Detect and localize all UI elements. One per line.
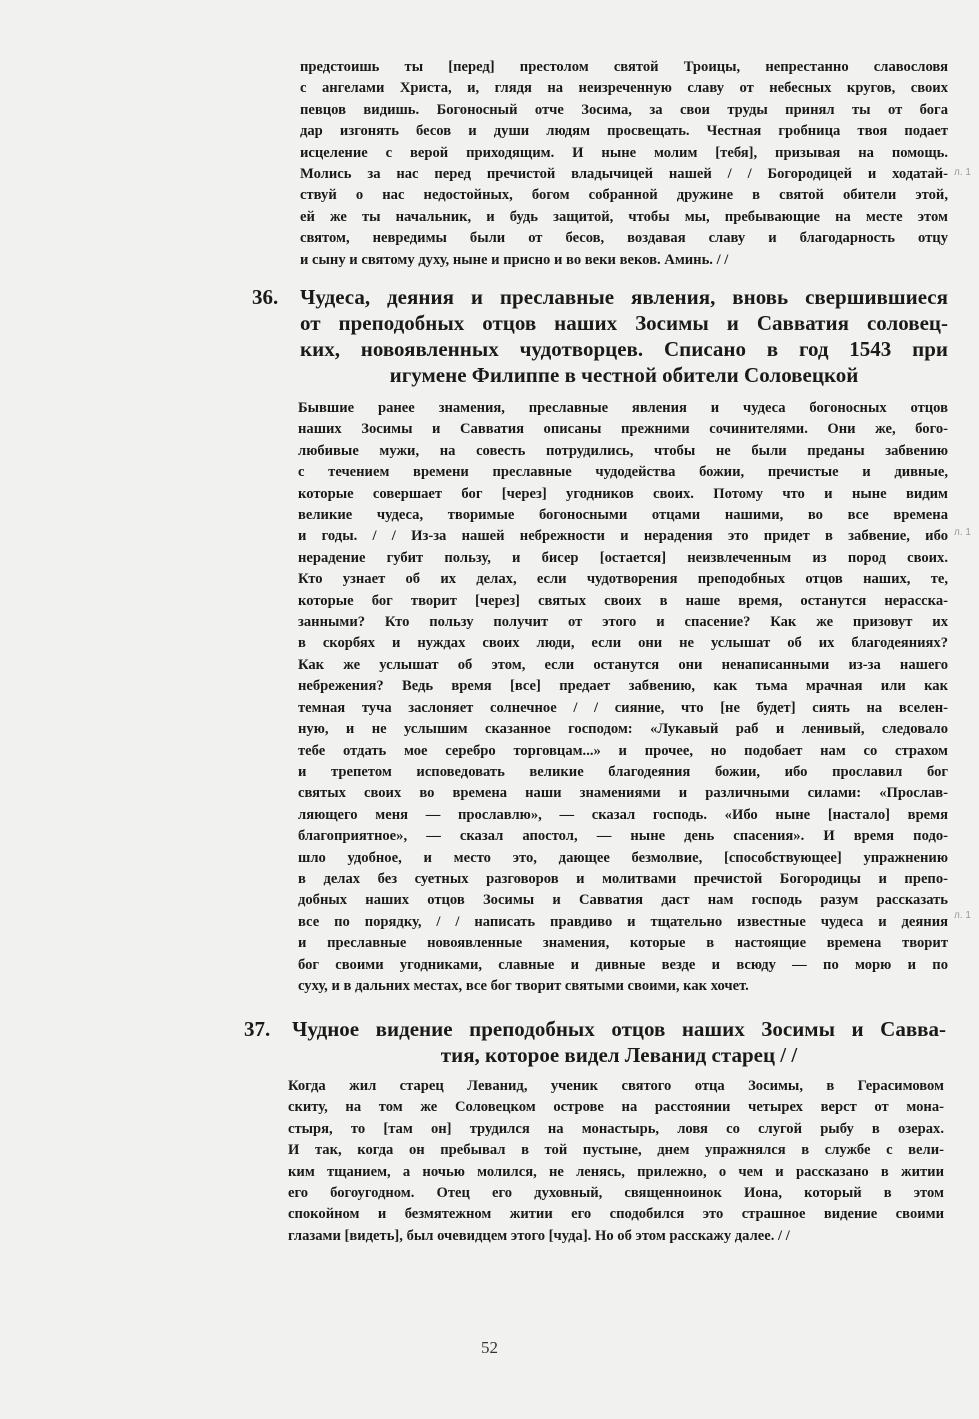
text-line: бог своими угодниками, славные и дивные везде и всюду — по морю и по — [298, 956, 948, 973]
text-line: тебе отдать мое серебро торговцам...» и прочее, но подобает нам со страхом — [298, 742, 948, 759]
text-line: И так, когда он пребывал в той пустыне, днем упражнялся в службе с вели- — [288, 1142, 944, 1159]
text-line: глазами [видеть], был очевидцем этого [чуда]. Но об этом расскажу далее. / / — [288, 1227, 790, 1244]
heading-line: ких, новоявленных чудотворцев. Списано в год 1543 при — [300, 337, 948, 361]
text-line: ким тщанием, а ночью молился, не ленясь, прилежно, о чем и рассказано в житии — [288, 1163, 944, 1180]
margin-note-folio: л. 1 — [954, 910, 971, 921]
text-line: дар изгонять бесов и души людям просвещать. Честная гробница твоя подает — [300, 123, 948, 140]
text-line: ляющего меня — прославлю», — сказал господь. «Ибо ныне [настало] время — [298, 806, 948, 823]
text-line: ей же ты начальник, и будь защитой, чтобы мы, пребывающие на месте этом — [300, 208, 948, 225]
text-line: наших Зосимы и Савватия описаны прежними сочинителями. Они же, бого- — [298, 421, 948, 438]
text-line: Как же услышат об этом, если останутся они ненаписанными из-за нашего — [298, 656, 948, 673]
text-line: шло удобное, и место это, дающее безмолвие, [способствующее] упражнению — [298, 849, 948, 866]
text-line: в делах без суетных разговоров и молитвами пречистой Богородицы и препо- — [298, 870, 948, 887]
intro-paragraph — [300, 57, 948, 271]
page-number: 52 — [481, 1338, 498, 1357]
text-line: темная туча заслоняет солнечное / / сияние, что [не будет] сиять на вселен- — [298, 699, 948, 716]
text-line: ствуй о нас недостойных, богом собранной дружине в святой обители этой, — [300, 187, 948, 204]
text-line: певцов видишь. Богоносный отче Зосима, за свои труды принял ты от бога — [300, 101, 948, 118]
text-line: с ангелами Христа, и, глядя на неизреченную славу от небесных кругов, своих — [300, 80, 948, 97]
heading-line: Чудное видение преподобных отцов наших Зосимы и Савва- — [292, 1017, 946, 1041]
text-line: скиту, на том же Соловецком острове на расстоянии четырех верст от мона- — [288, 1099, 944, 1116]
section-37-number: 37. — [244, 1017, 271, 1041]
text-line: его богоугодном. Отец его духовный, священноинок Иона, который в этом — [288, 1185, 944, 1202]
section-37-heading — [244, 1016, 946, 1068]
text-line: все по порядку, / / написать правдиво и тщательно известные чудеса и деяния — [298, 913, 948, 930]
text-line: святых своих во времена наши знамениями и различными силами: «Прослав- — [298, 785, 948, 802]
section-36-heading — [252, 284, 948, 388]
text-line: занными? Кто пользу получит от этого и спасение? Как же призовут их — [298, 614, 948, 631]
text-line: Молись за нас перед пречистой владычицей нашей / / Богородицей и ходатай- — [300, 166, 948, 183]
text-line: и преславные новоявленные знамения, которые в настоящие времена творит — [298, 935, 948, 952]
section-36-number: 36. — [252, 285, 279, 309]
text-line: которые бог творит [через] святых своих в наше время, останутся нерасска- — [298, 592, 948, 609]
text-line: благоприятное», — сказал апостол, — ныне день спасения». И время подо- — [298, 828, 948, 845]
heading-line: тия, которое видел Леванид старец / / — [440, 1043, 798, 1067]
text-line: стыря, то [там он] трудился на монастырь, ловя со слугой рыбу в озерах. — [288, 1120, 944, 1137]
section-36-body — [298, 398, 948, 997]
text-line: добных наших отцов Зосимы и Савватия даст нам господь разум рассказать — [298, 892, 948, 909]
heading-line: игумене Филиппе в честной обители Соловецкой — [389, 363, 859, 387]
text-line: ную, и не услышим сказанное господом: «Лукавый раб и ленивый, следовало — [298, 721, 948, 738]
text-line: и годы. / / Из-за нашей небрежности и нерадения это придет в забвение, ибо — [298, 528, 948, 545]
text-line: нерадение губит пользу, и бисер [остается] неизвлеченным из пород своих. — [298, 549, 948, 566]
text-line: и трепетом исповедовать великие благодеяния божии, ибо прославил бог — [298, 763, 948, 780]
margin-note-folio: л. 1 — [954, 167, 971, 178]
text-line: с течением времени преславные чудодейства божии, пречистые и дивные, — [298, 464, 948, 481]
heading-line: от преподобных отцов наших Зосимы и Савватия соловец- — [300, 311, 948, 335]
text-line: Бывшие ранее знамения, преславные явления и чудеса богоносных отцов — [298, 400, 948, 416]
text-line: любивые мужи, на совесть потрудились, чтобы не были преданы забвению — [298, 442, 948, 459]
text-line: суху, и в дальних местах, все бог творит святыми своими, как хочет. — [298, 977, 749, 994]
text-line: исцеление с верой приходящим. И ныне молим [тебя], призывая на помощь. — [300, 144, 948, 161]
text-line: и сыну и святому духу, ныне и присно и во веки веков. Аминь. / / — [300, 251, 729, 268]
text-line: которые совершает бог [через] угодников своих. Потому что и ныне видим — [298, 485, 948, 502]
text-line: святом, невредимы были от бесов, воздавая славу и благодарность отцу — [300, 230, 948, 247]
section-37-body — [288, 1076, 944, 1247]
text-line: Кто узнает об их делах, если чудотворения преподобных отцов наших, те, — [298, 571, 948, 588]
text-line: в скорбях и нуждах своих люди, если они не услышат об их благодеяниях? — [298, 635, 948, 652]
text-line: Когда жил старец Леванид, ученик святого отца Зосимы, в Герасимовом — [288, 1078, 944, 1094]
margin-note-folio: л. 1 — [954, 527, 971, 538]
heading-line: Чудеса, деяния и преславные явления, вновь свершившиеся — [300, 285, 948, 309]
text-line: небрежения? Ведь время [все] предает забвению, как тьма мрачная или как — [298, 678, 948, 695]
text-line: спокойном и безмятежном житии его сподобился это страшное видение своими — [288, 1206, 944, 1223]
text-line: предстоишь ты [перед] престолом святой Троицы, непрестанно славословя — [300, 59, 948, 75]
text-line: великие чудеса, творимые богоносными отцами нашими, во все времена — [298, 507, 948, 524]
